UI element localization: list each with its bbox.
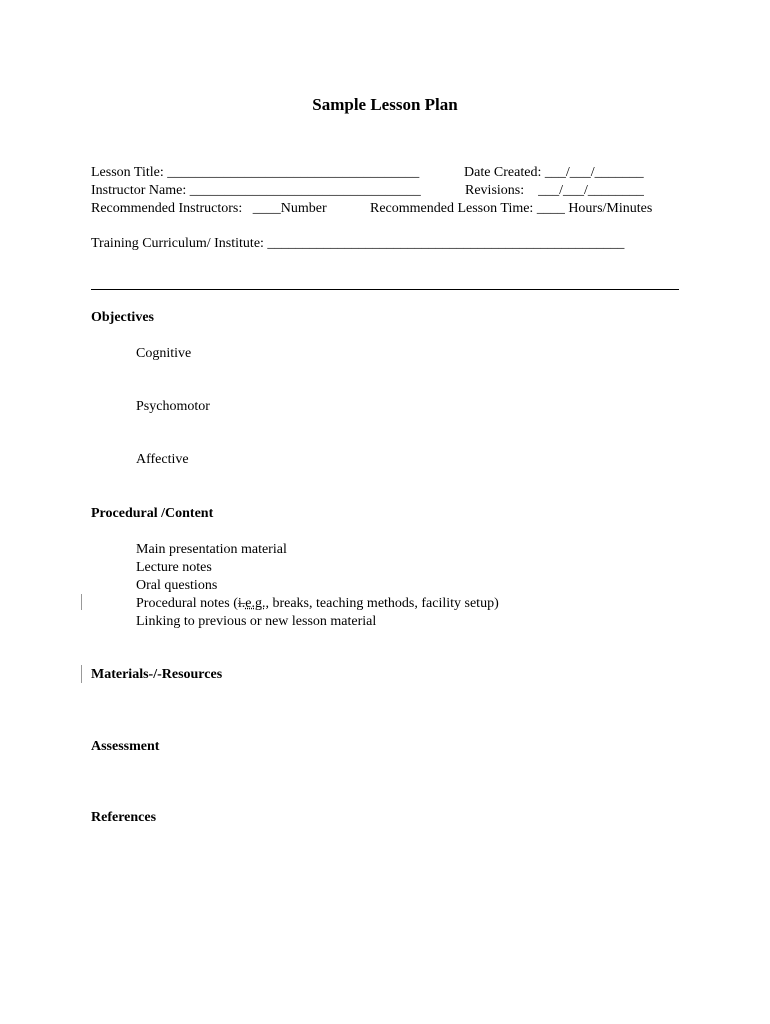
date-created-field: Date Created: ___/___/_______ xyxy=(464,165,644,180)
document-title: Sample Lesson Plan xyxy=(312,95,458,114)
horizontal-divider xyxy=(91,289,679,290)
procedural-item-oral-questions: Oral questions xyxy=(136,578,218,593)
procedural-item-procedural-notes xyxy=(136,595,499,613)
recommended-lesson-time-field: Recommended Lesson Time: ____ Hours/Minutes xyxy=(370,201,653,216)
procedural-item-linking: Linking to previous or new lesson material xyxy=(136,614,377,629)
revision-change-bar xyxy=(81,594,82,610)
assessment-heading: Assessment xyxy=(91,739,160,754)
revisions-field: Revisions: ___/___/________ xyxy=(465,183,644,198)
procedural-notes-prefix: Procedural notes ( xyxy=(136,596,238,611)
procedural-item-lecture-notes: Lecture notes xyxy=(136,560,212,575)
materials-heading: Materials-/-Resources xyxy=(91,667,223,682)
objective-affective: Affective xyxy=(136,452,189,467)
objective-psychomotor: Psychomotor xyxy=(136,399,210,414)
training-curriculum-field: Training Curriculum/ Institute: ___________________________________________________ xyxy=(91,236,625,251)
lesson-title-field: Lesson Title: ____________________________________ xyxy=(91,165,420,180)
references-heading: References xyxy=(91,810,157,825)
instructor-name-field: Instructor Name: _________________________________ xyxy=(91,183,421,198)
procedural-item-main-presentation: Main presentation material xyxy=(136,542,287,557)
procedural-notes-suffix: , breaks, teaching methods, facility setup) xyxy=(265,596,499,611)
objective-cognitive: Cognitive xyxy=(136,346,192,361)
procedural-notes-deleted-text: i. xyxy=(237,596,246,611)
revision-change-bar xyxy=(81,665,82,683)
recommended-instructors-field: Recommended Instructors: ____Number xyxy=(91,201,327,216)
procedural-notes-inserted-text: e.g. xyxy=(245,596,266,611)
procedural-heading: Procedural /Content xyxy=(91,506,214,521)
objectives-heading: Objectives xyxy=(91,310,154,325)
